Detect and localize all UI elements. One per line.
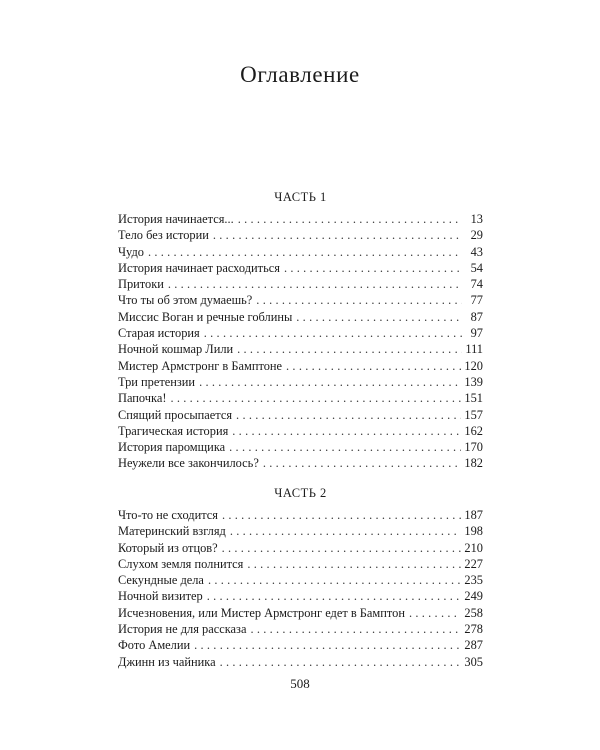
toc-entry-page: 258 [464,605,483,620]
toc-entry[interactable] [118,540,483,556]
toc-entry-page: 170 [464,440,483,455]
toc-entry-page: 87 [470,309,483,324]
toc-entry-page: 227 [464,556,483,571]
toc-entry-title: Который из отцов? [118,540,218,555]
toc-entry-page: 74 [470,277,483,292]
toc-entry-title: Мистер Армстронг в Бамптоне [118,358,283,373]
toc-entry-title: Ночной кошмар Лили [118,342,234,357]
dot-leader [204,325,462,341]
toc-entry[interactable] [118,325,483,341]
toc-entry-page: 305 [464,654,483,669]
dot-leader [237,341,462,357]
toc-entry-page: 187 [464,508,483,522]
toc-entry-title: Притоки [118,277,164,292]
toc-entry[interactable] [118,455,483,471]
dot-leader [238,211,462,227]
toc-entry[interactable] [118,523,483,539]
toc-entry-page: 249 [464,589,483,604]
dot-leader [170,390,461,406]
toc-entry-title: Что-то не сходится [118,508,218,522]
toc-entry[interactable] [118,358,483,374]
dot-leader [229,439,461,455]
toc-entry-page: 97 [470,326,483,341]
toc-entry-page: 139 [464,374,483,389]
dot-leader [148,244,462,260]
toc-entry-title: Секундные дела [118,573,204,588]
toc-entry[interactable] [118,292,483,308]
dot-leader [232,423,461,439]
toc-entry-page: 77 [470,293,483,308]
toc-entry[interactable] [118,374,483,390]
dot-leader [296,309,462,325]
toc-entry-title: Неужели все закончилось? [118,456,259,471]
toc-entry-page: 278 [464,622,483,637]
toc-entry[interactable] [118,276,483,292]
toc-entry[interactable] [118,244,483,260]
dot-leader [207,588,462,604]
toc-entry-page: 29 [470,228,483,243]
toc-entry-page: 120 [464,358,483,373]
dot-leader [220,654,462,670]
dot-leader [236,407,461,423]
toc-entry-page: 54 [470,260,483,275]
toc-entry-page: 287 [464,638,483,653]
toc-entry-page: 43 [470,244,483,259]
toc-entry-page: 162 [464,423,483,438]
toc-entry[interactable] [118,556,483,572]
page-number: 508 [290,676,310,691]
toc-entry-title: История начинается... [118,212,234,226]
dot-leader [194,637,461,653]
toc-entry-title: Тело без истории [118,228,209,243]
toc-list [118,507,483,670]
toc-entry[interactable] [118,227,483,243]
toc-entry[interactable] [118,637,483,653]
toc-part-2 [118,484,483,670]
toc-entry[interactable] [118,621,483,637]
toc-entry-title: История начинает расходиться [118,260,280,275]
toc-entry[interactable] [118,423,483,439]
toc-entry-title: История паромщика [118,440,226,455]
dot-leader [250,621,461,637]
toc-entry[interactable] [118,588,483,604]
dot-leader [168,276,462,292]
part-heading: ЧАСТЬ 1 [274,190,327,204]
dot-leader [247,556,461,572]
toc-entry-title: Ночной визитер [118,589,203,604]
toc-entry-title: Три претензии [118,374,196,389]
toc-entry-title: Чудо [118,244,144,259]
toc-entry[interactable] [118,309,483,325]
toc-entry[interactable] [118,507,483,523]
toc-entry-title: Джинн из чайника [118,654,216,669]
toc-entry[interactable] [118,390,483,406]
toc-entry[interactable] [118,439,483,455]
toc-list [118,211,483,472]
dot-leader [286,358,461,374]
toc-entry-title: Материнский взгляд [118,524,226,539]
toc-entry-page: 157 [464,407,483,422]
toc-entry-title: Что ты об этом думаешь? [118,293,253,308]
toc-entry-page: 198 [464,524,483,539]
dot-leader [199,374,461,390]
toc-entry[interactable] [118,572,483,588]
dot-leader [263,455,462,471]
toc-entry-title: Трагическая история [118,423,229,438]
toc-entry-page: 182 [464,456,483,471]
toc-entry-title: Миссис Воган и речные гоблины [118,309,293,324]
toc-entry-title: Слухом земля полнится [118,556,244,571]
toc-entry[interactable] [118,260,483,276]
toc-entry-page: 235 [464,573,483,588]
toc-entry-page: 111 [465,342,483,357]
toc-entry[interactable] [118,605,483,621]
dot-leader [284,260,462,276]
toc-entry-title: Спящий просыпается [118,407,233,422]
page-title: Оглавление [240,62,360,87]
toc-entry-title: История не для рассказа [118,622,247,637]
toc-entry-page: 210 [464,540,483,555]
toc-entry[interactable] [118,211,483,227]
toc-entry-title: Исчезновения, или Мистер Армстронг едет в Бамптон [118,605,405,620]
toc-part-1 [118,188,483,472]
dot-leader [208,572,461,588]
toc-entry-page: 13 [470,212,483,226]
toc-entry[interactable] [118,654,483,670]
toc-entry[interactable] [118,407,483,423]
dot-leader [222,507,461,523]
toc-entry-page: 151 [464,391,483,406]
part-heading: ЧАСТЬ 2 [274,486,327,500]
toc-entry-title: Старая история [118,326,200,341]
dot-leader [213,227,462,243]
toc-entry[interactable] [118,341,483,357]
toc-entry-title: Папочка! [118,391,167,406]
dot-leader [230,523,462,539]
dot-leader [409,605,461,621]
dot-leader [222,540,462,556]
dot-leader [256,292,462,308]
toc-entry-title: Фото Амелии [118,638,191,653]
